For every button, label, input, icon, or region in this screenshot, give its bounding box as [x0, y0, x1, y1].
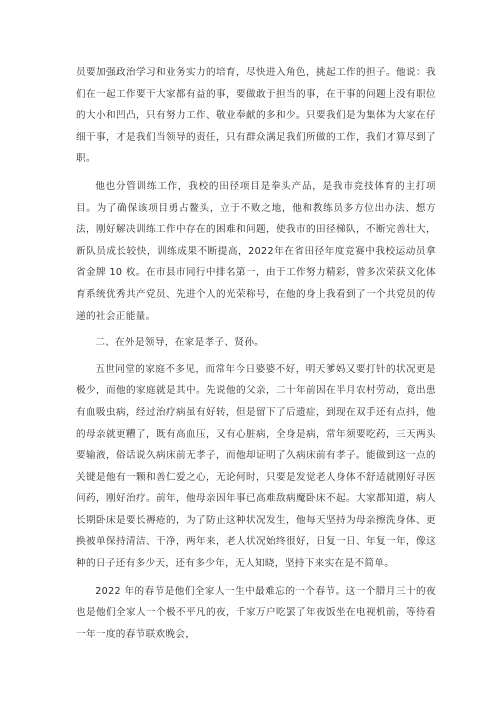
paragraph-training-work: 他也分管训练工作，我校的田径项目是拳头产品，是我市竞技体育的主打项目。为了确保该项目勇占鳌头，立于不败之地，他和教练员多方位出办法、想方法，刚好解决训练工作中存在的困难和问题，使我市的田径梯队，不断完善壮大，新队员成长较快，训练成果不断提高，2022年在省田径年度竞赛中我校运动员拿省金牌 10 枚。在市县市同行中排名第一，由于工作努力精彩，曾多次荣获文化体育系统优秀共产党员、先进个人的光荣称号，在他的身上我看到了一个共党员的传递的社会正能量。: [76, 180, 436, 322]
document-page: [76, 62, 436, 645]
paragraph-family-care: 五世同堂的家庭不多见，而常年今日婆婆不好，明天爹妈又要打针的状况更是极少，而他的家庭就是其中。先说他的父亲，二十年前因在半月农村劳动，竟出患有血吸虫病，经过治疗病虽有好转，但是留下了后遗症，到现在双手还有点抖，他的母亲就更糟了，既有高血压，又有心脏病，全身是病，常年须要吃药，三天两头要输液，俗话说久病床前无孝子，而他却证明了久病床前有孝子。能做到这一点的关键是他有一颗和善仁爱之心，无论何时，只要是发觉老人身体不舒适就刚好寻医问药，刚好治疗。前年，他母亲因年事已高难敌病魔卧床不起。大家都知道，病人长期卧床是要长褥疮的，为了防止这种状况发生，他每天坚持为母亲擦洗身体、更换被单保持清洁、干净，两年来，老人状况始终很好，日复一日、年复一年，像这种的日子还有多少天，还有多少年，无人知晓，坚持下来实在是不简单。: [76, 363, 436, 570]
paragraph-spring-festival: 2022 年的春节是他们全家人一生中最难忘的一个春节。这一个腊月三十的夜也是他们全家人一个极不平凡的夜，千家万户吃罢了年夜饭坐在电视机前，等待看一年一度的春节联欢晚会，: [76, 585, 436, 640]
section-heading-filial: 二、在外是领导，在家是孝子、贤孙。: [95, 337, 265, 349]
paragraph-work-attitude: 员要加强政治学习和业务实力的培育，尽快进入角色，挑起工作的担子。他说：我们在一起工作要干大家都有益的事，要做敢于担当的事，在干事的问题上没有职位的大小和凹凸，只有努力工作、敬业奉献的多和少。只要我们是为集体为大家在仔细干事，才是我们当领导的责任，只有群众满足我们所做的工作，我们才算尽到了职。: [76, 67, 436, 165]
